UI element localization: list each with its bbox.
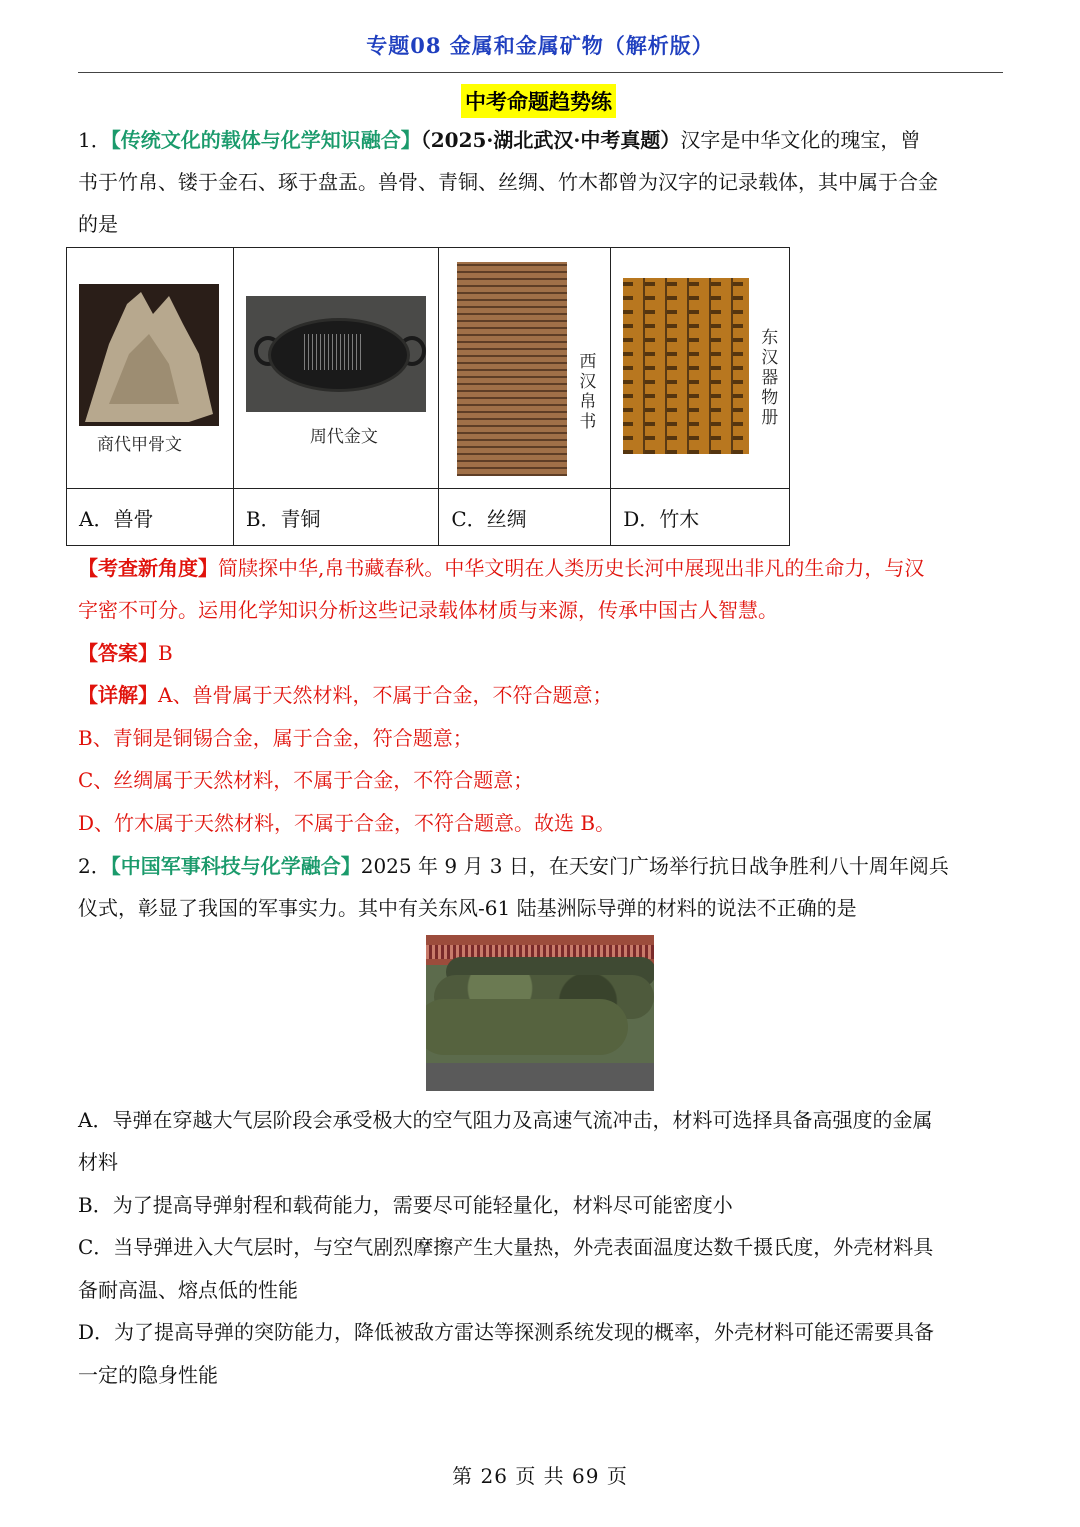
angle-line2: 字密不可分。运用化学知识分析这些记录载体材质与来源，传承中国古人智慧。 (78, 598, 778, 622)
question-1-source: （2025·湖北武汉·中考真题） (420, 128, 681, 152)
option-a-caption: 商代甲骨文 (97, 435, 182, 455)
document-header-title: 专题08 金属和金属矿物（解析版） (366, 33, 714, 58)
option-a-image-cell (67, 248, 234, 489)
option-d-caption: 东汉器物册 (757, 328, 778, 428)
option-c-image-cell (439, 248, 611, 489)
option-c-caption: 西汉帛书 (575, 352, 596, 432)
detail-line-b: B、青铜是铜锡合金，属于合金，符合题意； (78, 726, 473, 750)
option-b-label: B．青铜 (233, 489, 439, 546)
answer-line (78, 632, 1003, 674)
question-2-number: 2． (78, 854, 111, 878)
question-1-stem-line3: 的是 (78, 212, 118, 236)
question-1-stem-line2: 书于竹帛、镂于金石、琢于盘盂。兽骨、青铜、丝绸、竹木都曾为汉字的记录载体，其中属于合金 (78, 170, 938, 194)
question-2-option-a-line1: A．导弹在穿越大气层阶段会承受极大的空气阻力及高速气流冲击，材料可选择具备高强度的金属 (78, 1108, 933, 1132)
question-2-option-a-line2: 材料 (78, 1150, 118, 1174)
option-b-caption: 周代金文 (309, 427, 378, 447)
question-1-stem (78, 119, 1003, 245)
option-b-image-cell (233, 248, 439, 489)
question-1-option-table (66, 247, 790, 546)
oracle-bone-image (79, 284, 219, 426)
option-c-label: C．丝绸 (439, 489, 611, 546)
answer-tag: 【答案】 (78, 641, 158, 665)
question-2-option-d-line2: 一定的隐身性能 (78, 1363, 218, 1387)
question-2-option-b: B．为了提高导弹射程和载荷能力，需要尽可能轻量化，材料尽可能密度小 (78, 1193, 733, 1217)
detail-line-d: D、竹木属于天然材料，不属于合金，不符合题意。故选 B。 (78, 811, 616, 835)
angle-line1: 【考查新角度】简牍探中华,帛书藏春秋。中华文明在人类历史长河中展现出非凡的生命力，与汉 (78, 556, 925, 580)
question-1-number: 1． (78, 128, 111, 152)
question-2-stem-line1: 2．【中国军事科技与化学融合】2025 年 9 月 3 日，在天安门广场举行抗日战争胜利八十周年阅兵 (78, 854, 949, 878)
page-footer: 第 26 页 共 69 页 (452, 1464, 628, 1488)
question-2-stem-line2: 仪式，彰显了我国的军事实力。其中有关东风-61 陆基洲际导弹的材料的说法不正确的是 (78, 896, 857, 920)
question-1-tag: 【传统文化的载体与化学知识融合】 (110, 128, 421, 152)
header-divider (78, 72, 1003, 73)
question-2-tag: 【中国军事科技与化学融合】 (110, 854, 361, 878)
missile-front (426, 999, 628, 1055)
detail-line-c: C、丝绸属于天然材料，不属于合金，不符合题意； (78, 768, 534, 792)
option-a-label: A．兽骨 (67, 489, 234, 546)
detail-tag: 【详解】 (78, 683, 158, 707)
parade-road (426, 1063, 654, 1091)
silk-manuscript-image (457, 262, 567, 476)
detail-line-a: 【详解】A、兽骨属于天然材料，不属于合金，不符合题意； (78, 683, 613, 707)
bamboo-slips-ink (623, 278, 749, 454)
section-label: 中考命题趋势练 (461, 84, 616, 118)
missile-parade-image (426, 935, 654, 1091)
option-d-image-cell (611, 248, 790, 489)
option-d-label: D．竹木 (611, 489, 790, 546)
question-2-option-d-line1: D．为了提高导弹的突防能力，降低被敌方雷达等探测系统发现的概率，外壳材料可能还需要具备 (78, 1320, 935, 1344)
question-2-option-c-line1: C．当导弹进入大气层时，与空气剧烈摩擦产生大量热，外壳表面温度达数千摄氏度，外壳材料具 (78, 1235, 934, 1259)
angle-tag: 【考查新角度】 (78, 556, 218, 580)
answer-value: B (158, 641, 173, 665)
bronze-inscription (304, 334, 364, 370)
question-2-option-c-line2: 备耐高温、熔点低的性能 (78, 1278, 298, 1302)
question-1-stem-line1: 汉字是中华文化的瑰宝，曾 (680, 128, 921, 152)
